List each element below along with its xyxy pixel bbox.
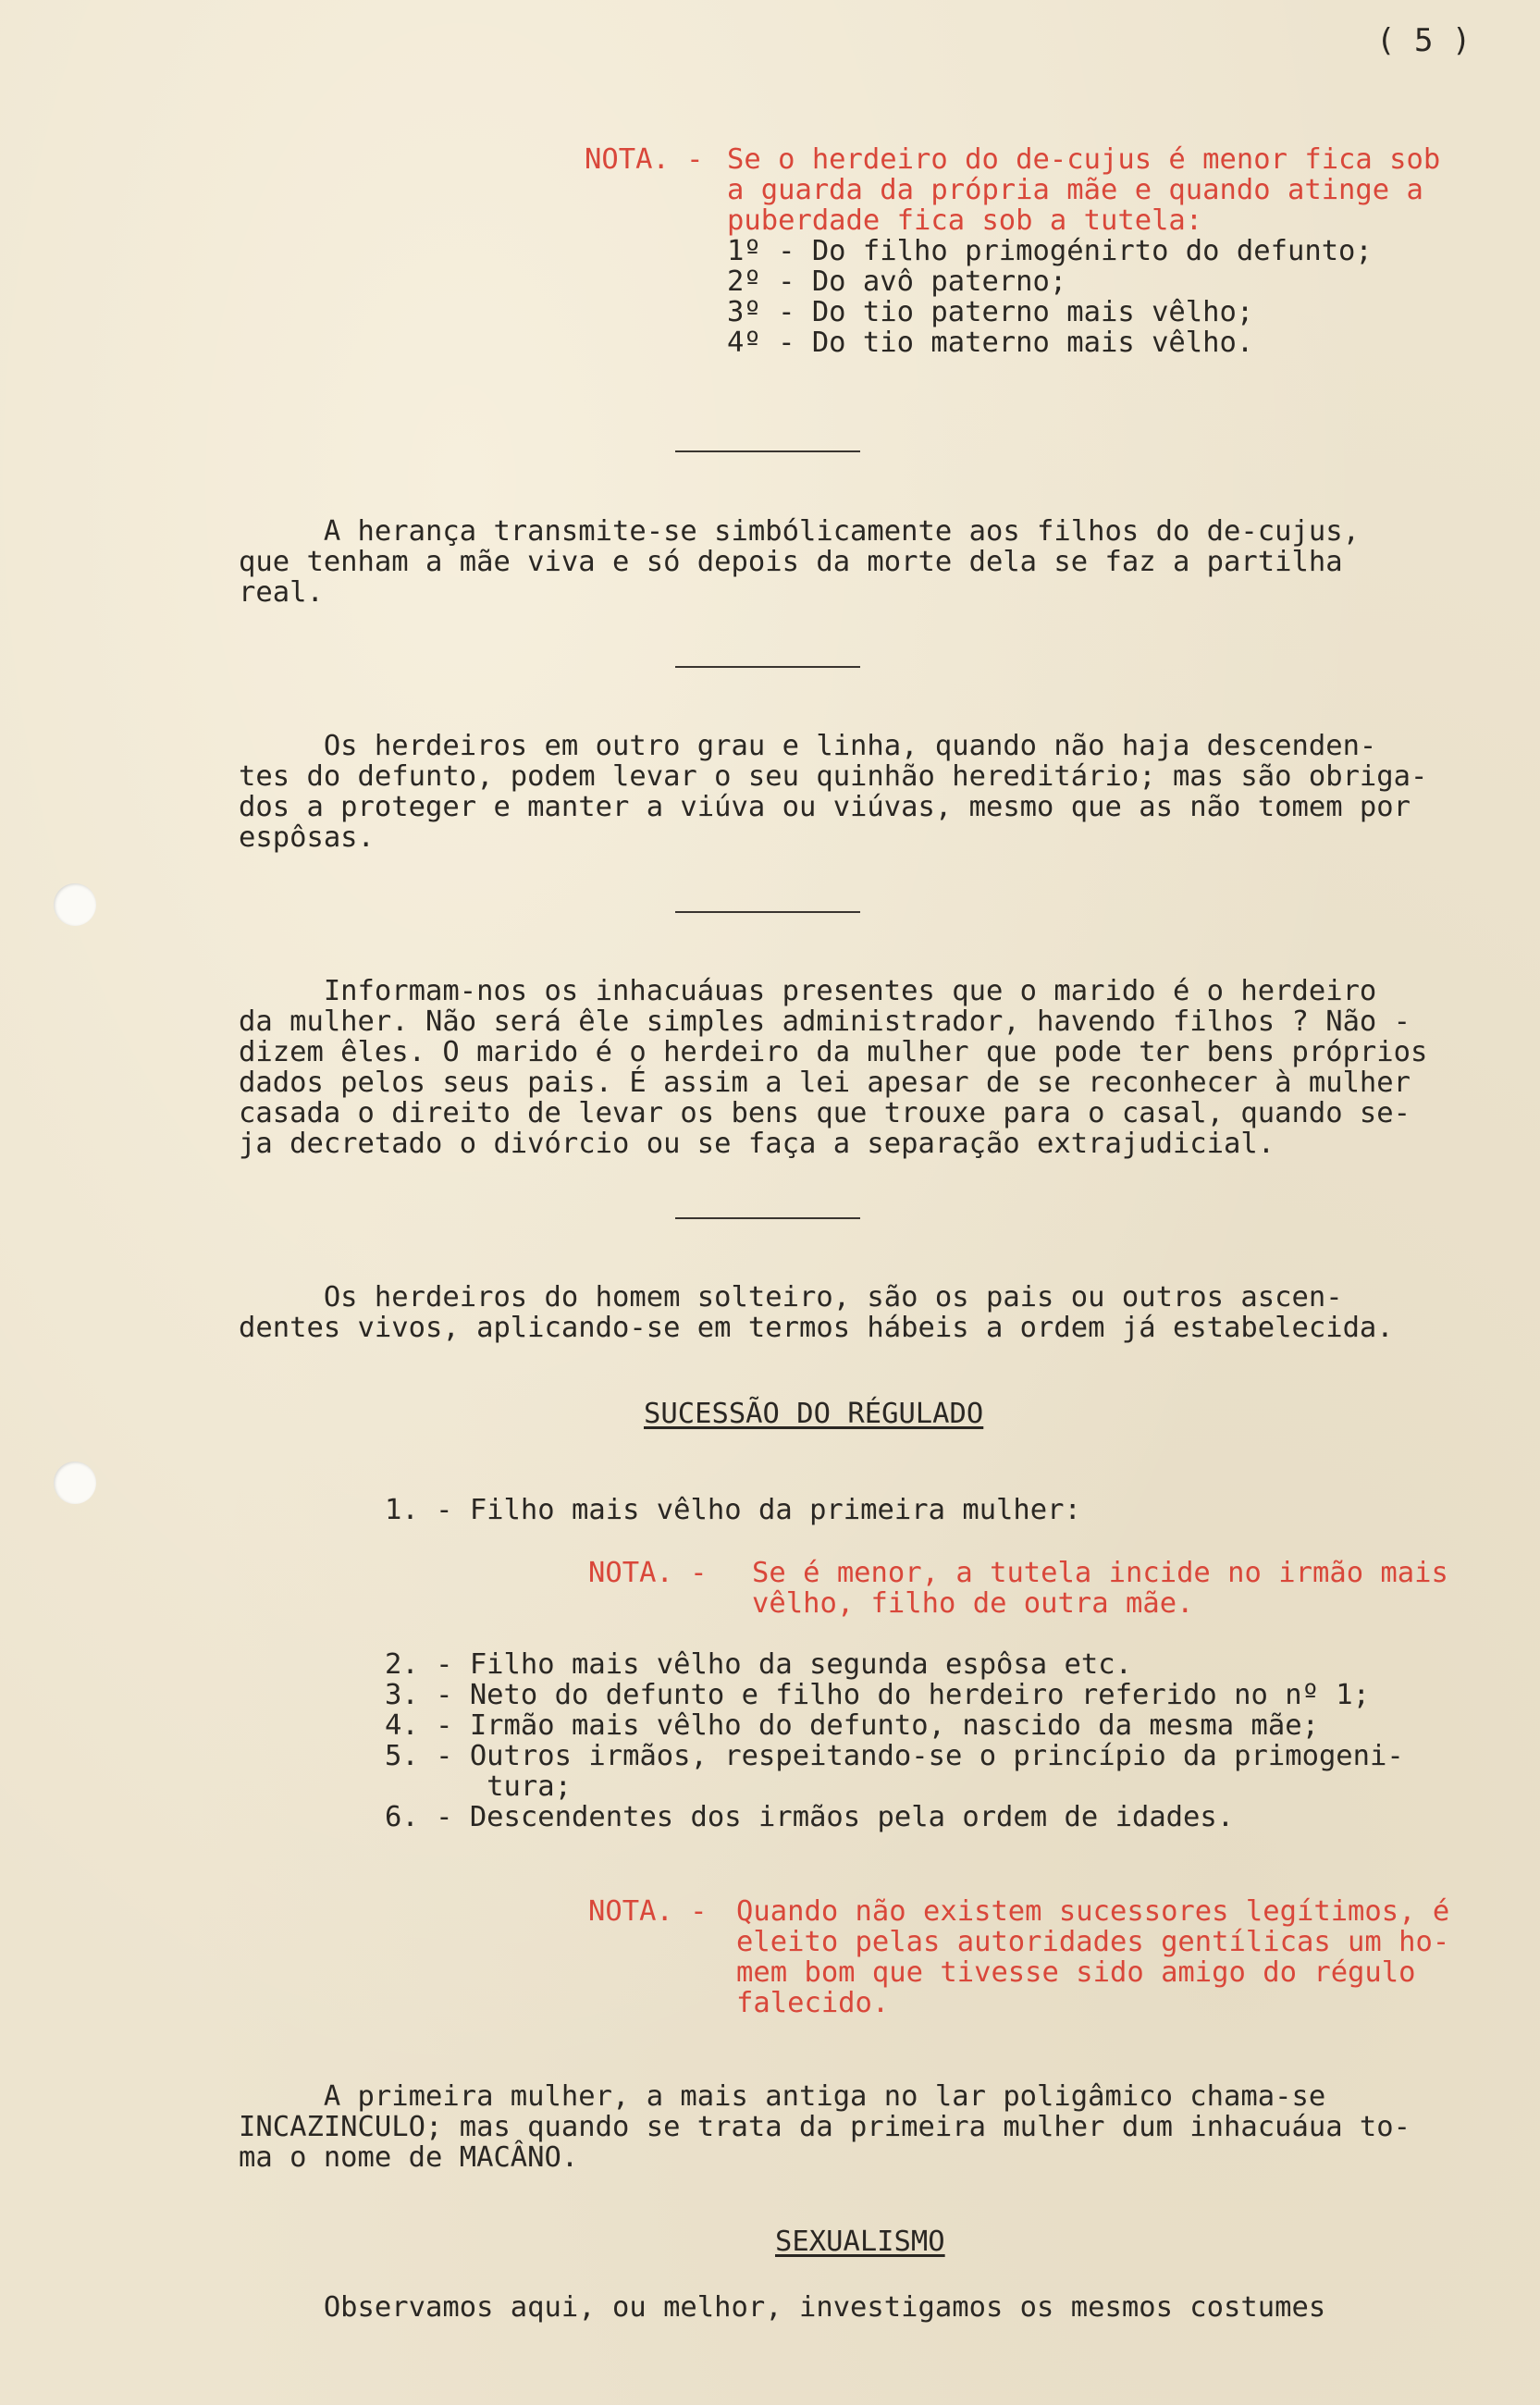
para5-line-3: ma o nome de MACÂNO. <box>239 2141 579 2174</box>
divider-4 <box>675 1217 860 1219</box>
divider-3 <box>675 911 860 913</box>
note1-line-5: 2º - Do avô paterno; <box>727 265 1067 298</box>
succession-item-3: 3. - Neto do defunto e filho do herdeiro referido no nº 1; <box>385 1679 1371 1711</box>
para1-line-3: real. <box>239 576 324 609</box>
note1-label: NOTA. - <box>585 143 704 176</box>
note2-line-1: Se é menor, a tutela incide no irmão mais <box>752 1557 1448 1589</box>
note1-line-4: 1º - Do filho primogénirto do defunto; <box>727 235 1373 267</box>
succession-item-2: 2. - Filho mais vêlho da segunda espôsa etc. <box>385 1648 1132 1681</box>
page-number: ( 5 ) <box>1376 22 1472 59</box>
para5-line-2: INCAZINCULO; mas quando se trata da primeira mulher dum inhacuáua to- <box>239 2111 1411 2143</box>
para2-line-1: Os herdeiros em outro grau e linha, quando não haja descenden- <box>239 730 1377 762</box>
divider-2 <box>675 666 860 668</box>
divider-1 <box>675 450 860 452</box>
para2-line-2: tes do defunto, podem levar o seu quinhão hereditário; mas são obriga- <box>239 760 1428 793</box>
note1-line-1: Se o herdeiro do de-cujus é menor fica sob <box>727 143 1441 176</box>
succession-item-1: 1. - Filho mais vêlho da primeira mulher: <box>385 1494 1081 1526</box>
para4-line-2: dentes vivos, aplicando-se em termos hábeis a ordem já estabelecida. <box>239 1312 1394 1344</box>
note2-line-2: vêlho, filho de outra mãe. <box>752 1587 1194 1620</box>
para2-line-3: dos a proteger e manter a viúva ou viúvas, mesmo que as não tomem por <box>239 791 1411 823</box>
succession-item-5: 5. - Outros irmãos, respeitando-se o princípio da primogeni- <box>385 1740 1404 1772</box>
para3-line-4: dados pelos seus pais. É assim a lei apesar de se reconhecer à mulher <box>239 1067 1411 1099</box>
succession-item-5-cont: tura; <box>385 1770 572 1803</box>
note3-line-4: falecido. <box>736 1987 890 2019</box>
succession-item-4: 4. - Irmão mais vêlho do defunto, nascido da mesma mãe; <box>385 1709 1319 1742</box>
para2-line-4: espôsas. <box>239 821 375 854</box>
note3-line-3: mem bom que tivesse sido amigo do régulo <box>736 1956 1416 1989</box>
heading-succession: SUCESSÃO DO RÉGULADO <box>644 1398 984 1430</box>
note1-line-7: 4º - Do tio materno mais vêlho. <box>727 327 1254 359</box>
note1-line-2: a guarda da própria mãe e quando atinge a <box>727 174 1423 206</box>
para3-line-5: casada o direito de levar os bens que trouxe para o casal, quando se- <box>239 1097 1411 1129</box>
heading-sexualism: SEXUALISMO <box>775 2226 945 2258</box>
note2-label: NOTA. - <box>588 1557 708 1589</box>
note3-line-2: eleito pelas autoridades gentílicas um ho- <box>736 1926 1450 1958</box>
note3-label: NOTA. - <box>588 1895 708 1928</box>
para6-line-1: Observamos aqui, ou melhor, investigamos os mesmos costumes <box>239 2291 1326 2324</box>
para3-line-6: ja decretado o divórcio ou se faça a separação extrajudicial. <box>239 1128 1275 1160</box>
para3-line-1: Informam-nos os inhacuáuas presentes que o marido é o herdeiro <box>239 975 1377 1007</box>
para1-line-2: que tenham a mãe viva e só depois da morte dela se faz a partilha <box>239 546 1343 578</box>
para5-line-1: A primeira mulher, a mais antiga no lar poligâmico chama-se <box>239 2080 1326 2113</box>
para4-line-1: Os herdeiros do homem solteiro, são os pais ou outros ascen- <box>239 1281 1343 1314</box>
note3-line-1: Quando não existem sucessores legítimos, é <box>736 1895 1450 1928</box>
para1-line-1: A herança transmite-se simbólicamente aos filhos do de-cujus, <box>239 515 1360 548</box>
punch-hole-top <box>54 883 96 926</box>
para3-line-3: dizem êles. O marido é o herdeiro da mulher que pode ter bens próprios <box>239 1036 1428 1068</box>
punch-hole-bottom <box>54 1462 96 1504</box>
para3-line-2: da mulher. Não será êle simples administrador, havendo filhos ? Não - <box>239 1005 1411 1038</box>
succession-item-6: 6. - Descendentes dos irmãos pela ordem de idades. <box>385 1801 1235 1833</box>
note1-line-6: 3º - Do tio paterno mais vêlho; <box>727 296 1254 328</box>
note1-line-3: puberdade fica sob a tutela: <box>727 204 1203 237</box>
